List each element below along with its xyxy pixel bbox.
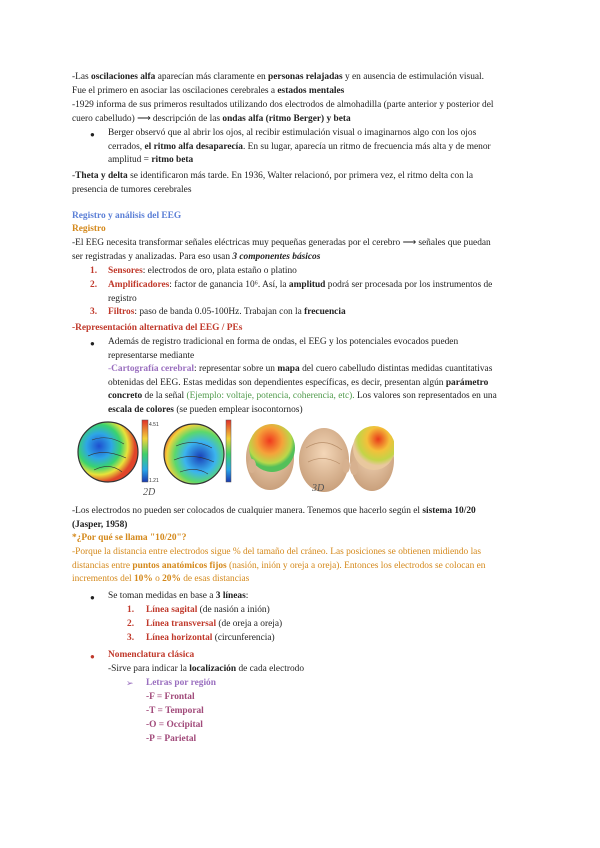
text: : representar sobre un [194, 364, 278, 374]
text-example: (Ejemplo: voltaje, potencia, coherencia, etc). [186, 391, 355, 402]
text-bold: oscilaciones alfa [91, 72, 156, 82]
text: (nasión, inión y oreja a oreja). Entonces los electrodos se colocan en [226, 560, 486, 571]
text-bold: localización [189, 664, 237, 674]
text-bold: (Jasper, 1958) [72, 519, 128, 530]
term: Línea horizontal [146, 633, 213, 643]
text: . En su lugar, aparecía un ritmo de frecuencia más alta y de menor [242, 141, 491, 152]
caption-2d: 2D [143, 487, 156, 498]
text: - [72, 171, 76, 181]
text: (de nasión a inión) [197, 605, 270, 615]
region-parietal: -P = Parietal [146, 734, 197, 744]
text-bold: concreto [108, 391, 143, 402]
text: : factor de ganancia 10⁶. Así, la [169, 280, 289, 290]
arrow-bullet-icon: ➢ [126, 678, 134, 688]
text: Se toman medidas en base a [108, 591, 216, 601]
text-bold: 3 líneas [215, 591, 246, 601]
text: registro [108, 293, 137, 304]
heading-representacion: -Representación alternativa del EEG / PEs [72, 323, 243, 333]
text: de la señal [142, 391, 187, 402]
scale-bottom-label: 1.21 [149, 478, 159, 484]
text: Además de registro tradicional en forma de ondas, el EEG y los potenciales evocados pueden [108, 337, 459, 347]
paragraph-cartografia [108, 363, 538, 417]
bullet-dot: ● [90, 593, 95, 602]
text-bold: escala de colores [108, 404, 174, 415]
text: o [152, 574, 163, 585]
paragraph-alfa [72, 71, 532, 98]
color-scale-bar [142, 420, 148, 482]
list-item-sagital [146, 604, 270, 618]
text-bold: puntos anatómicos fijos [132, 560, 227, 571]
text: cuero cabelludo) ⟶ descripción de las [72, 113, 223, 124]
text: Berger observó que al abrir los ojos, al recibir estimulación visual o imaginarnos algo con los ojos [108, 128, 477, 138]
text-bold: personas relajadas [268, 72, 343, 82]
heading-letras: Letras por región [146, 678, 216, 688]
text: aparecían más claramente en [155, 72, 269, 82]
paragraph-berger [108, 127, 538, 168]
figure-brain-maps [74, 416, 394, 496]
head-3d-2 [299, 428, 350, 492]
text: obtenidas del EEG. Estas medidas son dependientes específicas, es decir, presentan algún [108, 377, 446, 388]
text: amplitud = [108, 155, 152, 166]
topo-map-2d-1 [78, 422, 138, 482]
text-bold: frecuencia [304, 307, 346, 317]
text: -Porque la distancia entre electrodos sigue % del tamaño del cráneo. Las posiciones se obtienen midiendo las [72, 547, 481, 557]
text-bold: sistema 10/20 [422, 506, 476, 516]
head-3d-3 [350, 426, 394, 491]
paragraph-eeg-transform [72, 237, 532, 264]
text-bold: 10% [133, 574, 153, 585]
text-bold: 20% [162, 574, 181, 585]
term: Cartografía cerebral [111, 364, 194, 374]
list-number: 2. [127, 619, 135, 629]
text-bold: estados mentales [277, 85, 345, 96]
text: (circunferencia) [212, 633, 275, 643]
text: podrá ser procesada por los instrumentos de [325, 280, 493, 290]
region-frontal: -F = Frontal [146, 692, 195, 702]
text: de cada electrodo [236, 664, 305, 674]
text-bold: mapa [277, 364, 300, 374]
question-1020: *¿Por qué se llama "10/20"? [72, 533, 187, 543]
paragraph-porque [72, 546, 532, 587]
bullet-dot: ● [90, 130, 95, 139]
brain-map-image [74, 416, 394, 496]
heading-registro-analisis: Registro y análisis del EEG [72, 211, 182, 221]
list-item-amplificadores [108, 279, 528, 306]
list-item-filtros [108, 306, 528, 320]
paragraph-1929 [72, 99, 532, 126]
paragraph-localizacion [108, 663, 528, 677]
text: se identificaron más tarde. En 1936, Walter relacionó, por primera vez, el ritmo delta con la [127, 171, 474, 181]
term: Línea transversal [146, 619, 217, 629]
bullet-dot: ● [90, 339, 95, 348]
head-3d-1 [246, 424, 295, 490]
heading-nomenclatura: Nomenclatura clásica [108, 650, 195, 660]
paragraph-theta-delta [72, 170, 532, 197]
text-bold: ritmo beta [151, 155, 194, 166]
region-occipital: -O = Occipital [146, 720, 203, 730]
text: : electrodos de oro, plata estaño o platino [142, 266, 297, 276]
list-number: 2. [90, 280, 98, 290]
paragraph-ademas [108, 336, 538, 363]
heading-registro: Registro [72, 224, 106, 234]
text: - [108, 364, 112, 374]
list-item-sensores [108, 265, 528, 279]
topo-map-2d-2 [164, 424, 224, 484]
text: Los valores son representados en una [354, 391, 497, 402]
scale-top-label: 4.51 [149, 422, 159, 428]
text: -Sirve para indicar la [108, 664, 190, 674]
text-bold: ondas alfa (ritmo Berger) y beta [222, 113, 351, 124]
text: : paso de banda 0.05-100Hz. Trabajan con la [134, 307, 305, 317]
list-number: 3. [127, 633, 135, 643]
region-temporal: -T = Temporal [146, 706, 204, 716]
text: -Los electrodos no pueden ser colocados de cualquier manera. Tenemos que hacerlo según el [72, 506, 423, 516]
text: presencia de tumores cerebrales [72, 184, 192, 195]
text: incrementos del [72, 574, 134, 585]
text: -Las [72, 72, 92, 82]
bullet-dot: ● [90, 652, 95, 661]
text: : [245, 591, 249, 601]
text: distancias entre [72, 560, 133, 571]
text-bold-italic: 3 componentes básicos [232, 251, 321, 262]
list-number: 1. [90, 266, 98, 276]
text: (se pueden emplear isocontornos) [173, 404, 303, 415]
list-item-transversal [146, 618, 282, 632]
list-number: 3. [90, 307, 98, 317]
text-bold: amplitud [288, 280, 326, 290]
text: del cuero cabelludo distintas medidas cuantitativas [299, 364, 493, 374]
text: de esas distancias [180, 574, 250, 585]
list-item-horizontal [146, 632, 275, 646]
text: y en ausencia de estimulación visual. [342, 72, 484, 82]
caption-3d: 3D [312, 483, 325, 494]
text: -El EEG necesita transformar señales eléctricas muy pequeñas generadas por el cerebro ⟶ señales que puedan [72, 238, 491, 248]
text: (de oreja a oreja) [216, 619, 283, 629]
term: Línea sagital [146, 605, 198, 615]
text-bold: parámetro [445, 377, 489, 388]
text: representarse mediante [108, 350, 195, 361]
term: Sensores [108, 266, 143, 276]
text: Fue el primero en asociar las oscilaciones cerebrales a [72, 85, 278, 96]
text-bold: Theta y delta [75, 171, 128, 181]
text: ser registradas y analizadas. Para eso usan [72, 251, 233, 262]
term: Amplificadores [108, 280, 170, 290]
text: cerrados, [108, 141, 145, 152]
paragraph-sistema-1020 [72, 505, 532, 532]
text: -1929 informa de sus primeros resultados utilizando dos electrodos de almohadilla (parte anterior y posterior del [72, 100, 494, 110]
text-bold: el ritmo alfa desaparecía [144, 141, 243, 152]
list-number: 1. [127, 605, 135, 615]
term: Filtros [108, 307, 135, 317]
paragraph-3-lineas [108, 590, 528, 604]
